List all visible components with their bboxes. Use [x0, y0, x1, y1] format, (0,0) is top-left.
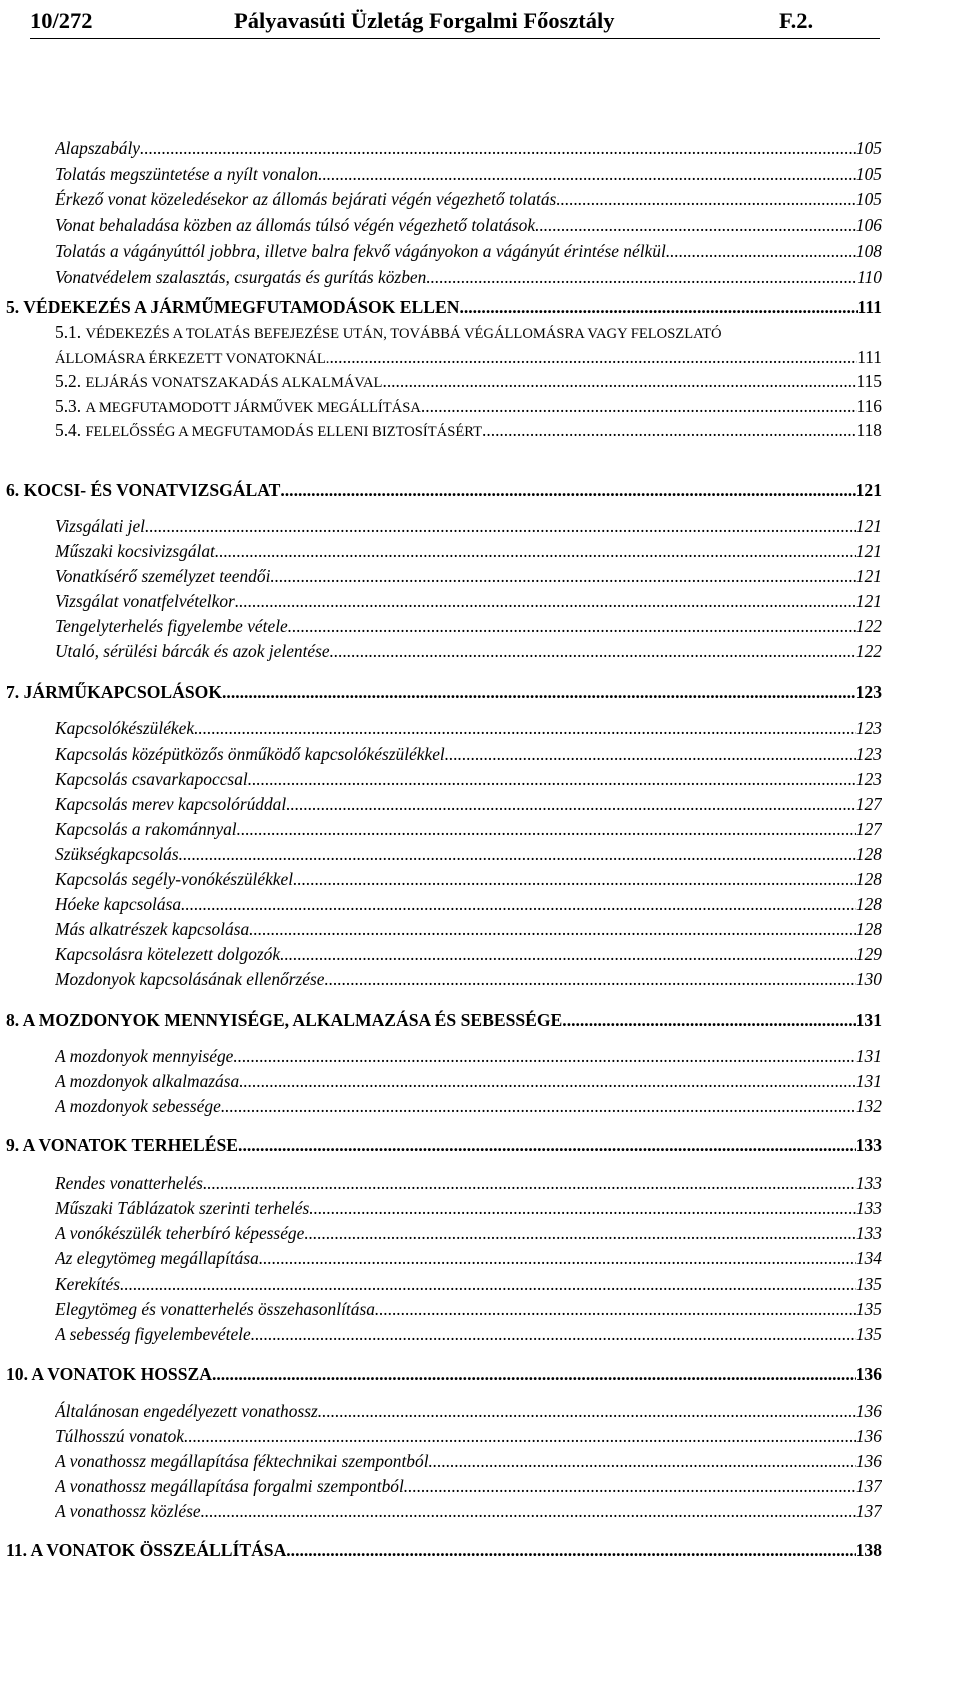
dot-leader [221, 1094, 856, 1118]
toc-entry-label: A vonathossz megállapítása féktechnikai szempontból [55, 1451, 429, 1471]
dot-leader [233, 1044, 856, 1068]
toc-page-number: 121 [855, 591, 882, 611]
toc-entry-label: Túlhosszú vonatok [55, 1426, 184, 1446]
dot-leader [179, 842, 856, 866]
toc-page-number: 137 [855, 1476, 882, 1496]
toc-page-number: 135 [855, 1324, 882, 1344]
toc-topic-entry[interactable] [55, 1322, 882, 1346]
dot-leader [286, 1538, 855, 1562]
toc-page-number: 122 [855, 616, 882, 636]
toc-topic-entry[interactable] [55, 187, 882, 211]
toc-entry-label: A vonathossz megállapítása forgalmi szempontból [55, 1476, 404, 1496]
toc-page-number: 106 [855, 215, 882, 235]
dot-leader [249, 917, 856, 941]
dot-leader [482, 418, 857, 442]
toc-entry-label: Vizsgálat vonatfelvételkor [55, 591, 235, 611]
toc-topic-entry[interactable] [55, 639, 882, 663]
toc-page-number: 128 [855, 894, 882, 914]
header-department-title: Pályavasúti Üzletág Forgalmi Főosztály [234, 8, 615, 33]
dot-leader [429, 1449, 856, 1473]
toc-topic-entry[interactable] [55, 539, 882, 563]
toc-page-number: 138 [855, 1540, 882, 1560]
toc-topic-entry[interactable] [55, 564, 882, 588]
toc-page-number: 105 [855, 189, 882, 209]
dot-leader [280, 942, 856, 966]
toc-entry-title: A MEGFUTAMODOTT JÁRMŰVEK MEGÁLLÍTÁSA [85, 400, 421, 416]
toc-page-number: 121 [855, 516, 882, 536]
toc-entry-label: Tolatás megszüntetése a nyílt vonalon [55, 164, 319, 184]
toc-topic-entry[interactable] [55, 1171, 882, 1195]
toc-entry-label: Általánosan engedélyezett vonathossz [55, 1401, 318, 1421]
toc-entry-label [55, 369, 382, 393]
toc-entry-title: ÁLLOMÁSRA ÉRKEZETT VONATOKNÁL. [55, 351, 330, 367]
toc-entry-label: Alapszabály [55, 138, 141, 158]
toc-entry-label: Vizsgálati jel [55, 516, 146, 536]
dot-leader [562, 1008, 855, 1032]
dot-leader [318, 1399, 856, 1423]
toc-topic-entry[interactable] [55, 614, 882, 638]
toc-topic-entry[interactable] [55, 1449, 882, 1473]
toc-topic-entry[interactable] [55, 239, 882, 263]
toc-topic-entry[interactable] [55, 1246, 882, 1270]
toc-entry-label: Rendes vonatterhelés [55, 1173, 203, 1193]
toc-page-number: 123 [855, 769, 882, 789]
toc-entry-label: Tolatás a vágányúttól jobbra, illetve balra fekvő vágányokon a vágányút érintése nélkül [55, 241, 666, 261]
toc-page-number: 135 [855, 1274, 882, 1294]
toc-subsection-entry[interactable] [55, 345, 882, 369]
toc-chapter-entry[interactable] [6, 680, 882, 704]
toc-subsection-entry[interactable] [55, 369, 882, 393]
toc-topic-entry[interactable] [55, 162, 882, 186]
toc-page-number: 116 [856, 396, 882, 416]
toc-topic-entry[interactable] [55, 842, 882, 866]
toc-entry-label: Műszaki Táblázatok szerinti terhelés [55, 1198, 310, 1218]
toc-topic-entry[interactable] [55, 1221, 882, 1245]
toc-page-number: 135 [855, 1299, 882, 1319]
toc-topic-entry[interactable] [55, 136, 882, 160]
header-page-number: 10/272 [30, 8, 93, 33]
toc-page-number: 123 [855, 744, 882, 764]
dot-leader [203, 1171, 856, 1195]
dot-leader [421, 394, 857, 418]
toc-subsection-entry[interactable] [55, 418, 882, 442]
dot-leader [248, 767, 856, 791]
toc-entry-number: 5.3. [55, 396, 86, 416]
toc-page-number: 133 [855, 1223, 882, 1243]
toc-entry-label: 6. KOCSI- ÉS VONATVIZSGÁLAT [6, 480, 281, 500]
toc-page-number: 136 [855, 1451, 882, 1471]
toc-entry-label: 11. A VONATOK ÖSSZEÁLLÍTÁSA [6, 1540, 287, 1560]
toc-entry-label: Műszaki kocsivizsgálat [55, 541, 215, 561]
dot-leader [426, 265, 857, 289]
toc-topic-entry[interactable] [55, 1044, 882, 1068]
toc-topic-entry[interactable] [55, 967, 882, 991]
toc-page-number: 123 [855, 718, 882, 738]
dot-leader [181, 892, 856, 916]
toc-topic-entry[interactable] [55, 514, 882, 538]
toc-entry-label: Vonatvédelem szalasztás, csurgatás és gurítás közben [55, 267, 427, 287]
toc-page-number: 128 [855, 919, 882, 939]
dot-leader [235, 589, 856, 613]
toc-page-number: 136 [855, 1364, 882, 1384]
dot-leader [304, 1221, 856, 1245]
toc-entry-label: Kerekítés [55, 1274, 121, 1294]
toc-entry-label: Kapcsolás segély-vonókészülékkel [55, 869, 294, 889]
toc-page-number: 118 [856, 420, 882, 440]
toc-topic-entry[interactable] [55, 817, 882, 841]
toc-topic-entry[interactable] [55, 265, 882, 289]
toc-entry-number: 5.1. [55, 322, 86, 342]
toc-entry-label: Az elegytömeg megállapítása [55, 1248, 259, 1268]
toc-entry-label: Kapcsolás a rakománnyal [55, 819, 237, 839]
toc-entry-title: VÉDEKEZÉS A TOLATÁS BEFEJEZÉSE UTÁN, TOVÁBBÁ VÉGÁLLOMÁSRA VAGY FELOSZLATÓ [85, 326, 722, 342]
dot-leader [293, 867, 856, 891]
toc-entry-label: 9. A VONATOK TERHELÉSE [6, 1135, 239, 1155]
toc-entry-label: A mozdonyok alkalmazása [55, 1071, 240, 1091]
toc-topic-entry[interactable] [55, 1474, 882, 1498]
toc-page-number: 131 [855, 1010, 882, 1030]
toc-topic-entry[interactable] [55, 1297, 882, 1321]
toc-page-number: 131 [855, 1046, 882, 1066]
dot-leader [259, 1246, 856, 1270]
dot-leader [404, 1474, 856, 1498]
toc-page-number: 105 [855, 164, 882, 184]
toc-topic-entry[interactable] [55, 1094, 882, 1118]
toc-page-number: 129 [855, 944, 882, 964]
toc-page-number: 121 [855, 541, 882, 561]
dot-leader [459, 295, 857, 319]
toc-entry-label: A sebesség figyelembevétele [55, 1324, 251, 1344]
toc-page-number: 133 [855, 1173, 882, 1193]
toc-topic-entry[interactable] [55, 767, 882, 791]
toc-topic-entry[interactable] [55, 917, 882, 941]
toc-topic-entry[interactable] [55, 892, 882, 916]
toc-entry-label [55, 394, 421, 418]
toc-entry-label: Vonatkísérő személyzet teendői [55, 566, 271, 586]
toc-page-number: 115 [856, 371, 882, 391]
dot-leader [237, 817, 856, 841]
toc-entry-label: Kapcsolásra kötelezett dolgozók [55, 944, 281, 964]
dot-leader [212, 1362, 856, 1386]
dot-leader [318, 162, 856, 186]
toc-page-number: 133 [855, 1135, 882, 1155]
toc-page-number: 127 [855, 819, 882, 839]
dot-leader [288, 614, 856, 638]
toc-entry-label: Kapcsolás középütközős önműködő kapcsolókészülékkel [55, 744, 445, 764]
toc-entry-label [55, 345, 329, 369]
toc-entry-label: A vonókészülék teherbíró képessége [55, 1223, 305, 1243]
toc-subsection-entry[interactable] [55, 320, 722, 344]
toc-entry-label: Kapcsolás merev kapcsolórúddal [55, 794, 287, 814]
dot-leader [140, 136, 856, 160]
toc-entry-title: FELELŐSSÉG A MEGFUTAMODÁS ELLENI BIZTOSÍTÁSÉRT [85, 424, 483, 440]
toc-page-number: 111 [857, 347, 882, 367]
toc-entry-label: Mozdonyok kapcsolásának ellenőrzése [55, 969, 325, 989]
dot-leader [556, 187, 856, 211]
toc-entry-label: Hóeke kapcsolása [55, 894, 182, 914]
toc-topic-entry[interactable] [55, 213, 882, 237]
dot-leader [194, 716, 856, 740]
toc-chapter-entry[interactable] [6, 1538, 882, 1562]
toc-topic-entry[interactable] [55, 716, 882, 740]
toc-page-number: 122 [855, 641, 882, 661]
dot-leader [325, 967, 856, 991]
toc-page-number: 108 [855, 241, 882, 261]
toc-topic-entry[interactable] [55, 1399, 882, 1423]
toc-entry-label: Kapcsolás csavarkapoccsal [55, 769, 248, 789]
toc-topic-entry[interactable] [55, 589, 882, 613]
dot-leader [375, 1297, 856, 1321]
dot-leader [222, 680, 856, 704]
toc-topic-entry[interactable] [55, 742, 882, 766]
toc-page-number: 121 [855, 566, 882, 586]
toc-topic-entry[interactable] [55, 1069, 882, 1093]
header-document-code: F.2. [779, 8, 814, 33]
toc-entry-label: 7. JÁRMŰKAPCSOLÁSOK [6, 682, 223, 702]
dot-leader [239, 1069, 856, 1093]
dot-leader [280, 478, 855, 502]
toc-chapter-entry[interactable] [6, 478, 882, 502]
toc-chapter-entry[interactable] [6, 1133, 882, 1157]
dot-leader [145, 514, 856, 538]
dot-leader [238, 1133, 856, 1157]
dot-leader [382, 369, 856, 393]
toc-entry-label: Más alkatrészek kapcsolása [55, 919, 250, 939]
toc-page-number: 132 [855, 1096, 882, 1116]
toc-entry-label: Utaló, sérülési bárcák és azok jelentése [55, 641, 330, 661]
toc-subsection-entry[interactable] [55, 394, 882, 418]
dot-leader [309, 1196, 856, 1220]
toc-entry-number: 5.2. [55, 371, 86, 391]
toc-topic-entry[interactable] [55, 792, 882, 816]
toc-chapter-entry[interactable] [6, 1008, 882, 1032]
toc-entry-label: 5. VÉDEKEZÉS A JÁRMŰMEGFUTAMODÁSOK ELLEN [6, 297, 460, 317]
toc-page-number: 128 [855, 869, 882, 889]
toc-page-number: 136 [855, 1426, 882, 1446]
toc-entry-label: Érkező vonat közeledésekor az állomás bejárati végén végezhető tolatás [55, 189, 557, 209]
toc-topic-entry[interactable] [55, 1424, 882, 1448]
dot-leader [201, 1499, 856, 1523]
dot-leader [120, 1272, 856, 1296]
dot-leader [330, 639, 856, 663]
toc-topic-entry[interactable] [55, 1272, 882, 1296]
toc-page-number: 128 [855, 844, 882, 864]
dot-leader [286, 792, 856, 816]
toc-topic-entry[interactable] [55, 942, 882, 966]
toc-page-number: 133 [855, 1198, 882, 1218]
toc-entry-label: A mozdonyok mennyisége [55, 1046, 234, 1066]
toc-entry-label: 10. A VONATOK HOSSZA [6, 1364, 212, 1384]
toc-entry-label: A vonathossz közlése [55, 1501, 201, 1521]
toc-entry-label: Tengelyterhelés figyelembe vétele [55, 616, 288, 636]
toc-chapter-entry[interactable] [6, 1362, 882, 1386]
toc-page-number: 130 [855, 969, 882, 989]
toc-entry-number: 5.4. [55, 420, 86, 440]
toc-page-number: 137 [855, 1501, 882, 1521]
dot-leader [184, 1424, 856, 1448]
dot-leader [535, 213, 856, 237]
toc-page-number: 110 [857, 267, 882, 287]
toc-topic-entry[interactable] [55, 1196, 882, 1220]
dot-leader [251, 1322, 856, 1346]
toc-page-number: 134 [855, 1248, 882, 1268]
toc-page-number: 111 [857, 297, 882, 317]
toc-entry-label: Vonat behaladása közben az állomás túlsó végén végezhető tolatások [55, 215, 536, 235]
dot-leader [270, 564, 856, 588]
toc-entry-label: Szükségkapcsolás [55, 844, 179, 864]
toc-page-number: 121 [855, 480, 882, 500]
toc-page-number: 123 [855, 682, 882, 702]
toc-chapter-entry[interactable] [6, 295, 882, 319]
toc-entry-label [55, 418, 482, 442]
dot-leader [666, 239, 856, 263]
toc-topic-entry[interactable] [55, 1499, 882, 1523]
toc-entry-label: 8. A MOZDONYOK MENNYISÉGE, ALKALMAZÁSA ÉS SEBESSÉGE [6, 1010, 563, 1030]
toc-page-number: 127 [855, 794, 882, 814]
dot-leader [445, 742, 856, 766]
toc-entry-label: Elegytömeg és vonatterhelés összehasonlítása [55, 1299, 375, 1319]
toc-entry-label: Kapcsolókészülékek [55, 718, 195, 738]
toc-page-number: 136 [855, 1401, 882, 1421]
toc-entry-title: ELJÁRÁS VONATSZAKADÁS ALKALMÁVAL [85, 375, 383, 391]
toc-entry-label: A mozdonyok sebessége [55, 1096, 221, 1116]
toc-page-number: 131 [855, 1071, 882, 1091]
dot-leader [329, 345, 857, 369]
dot-leader [215, 539, 856, 563]
toc-topic-entry[interactable] [55, 867, 882, 891]
toc-page-number: 105 [855, 138, 882, 158]
